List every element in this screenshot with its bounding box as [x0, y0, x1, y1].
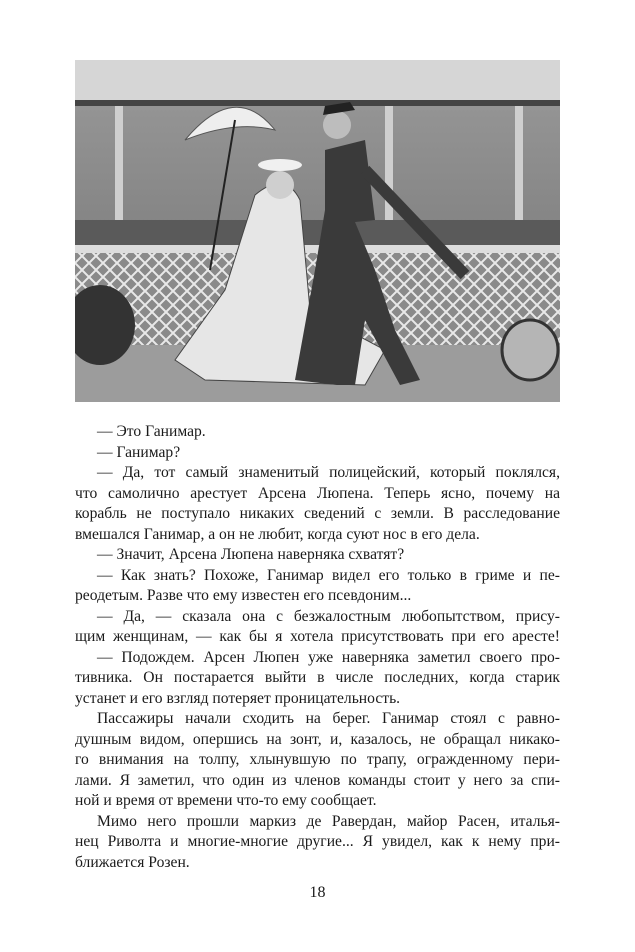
- text-line: Мимо него прошли маркиз де Равердан, майор Расен, италья-: [97, 812, 560, 830]
- text-line: устанет и его взгляд потеряет проницательность.: [75, 689, 401, 707]
- text-line: лами. Я заметил, что один из членов команды стоит у него за спи-: [75, 771, 560, 789]
- text-line: душным видом, опершись на зонт, и, казалось, не обращал никако-: [75, 730, 560, 748]
- page-number: 18: [309, 884, 326, 901]
- text-line: — Значит, Арсена Люпена наверняка схватят?: [97, 546, 405, 563]
- text-line: корабль не поступало никаких сведений с земли. В расследование: [75, 505, 560, 522]
- text-line: — Да, — сказала она с безжалостным любопытством, прису-: [97, 607, 560, 625]
- text-line: — Да, тот самый знаменитый полицейский, который поклялся,: [97, 464, 560, 481]
- text-line: тивника. Он постарается выйти в числе последних, когда старик: [75, 669, 560, 686]
- text-line: нец Риволта и многие-многие другие... Я увидел, как к нему при-: [75, 833, 560, 850]
- text-line: го внимания на толпу, хлынувшую по трапу, огражденному пери-: [75, 751, 560, 768]
- body-text: [75, 422, 560, 873]
- text-line: — Подождем. Арсен Люпен уже наверняка заметил своего про-: [97, 648, 560, 666]
- text-line: — Как знать? Похоже, Ганимар видел его только в гриме и пе-: [97, 566, 560, 584]
- text-line: реодетым. Разве что ему известен его псевдоним...: [75, 587, 412, 604]
- text-line: вмешался Ганимар, а он не любит, когда суют нос в его дела.: [75, 525, 480, 543]
- text-line: — Ганимар?: [97, 443, 181, 461]
- text-line: щим женщинам, — как бы я хотела присутствовать при его аресте!: [75, 628, 560, 645]
- illustration: [75, 60, 560, 402]
- text-line: — Это Ганимар.: [97, 423, 206, 440]
- text-line: что самолично арестует Арсена Люпена. Теперь ясно, почему на: [75, 484, 560, 502]
- text-line: Пассажиры начали сходить на берег. Ганимар стоял с равно-: [97, 710, 560, 727]
- text-line: ближается Розен.: [75, 853, 190, 871]
- text-line: ной и время от времени что-то ему сообщает.: [75, 792, 377, 809]
